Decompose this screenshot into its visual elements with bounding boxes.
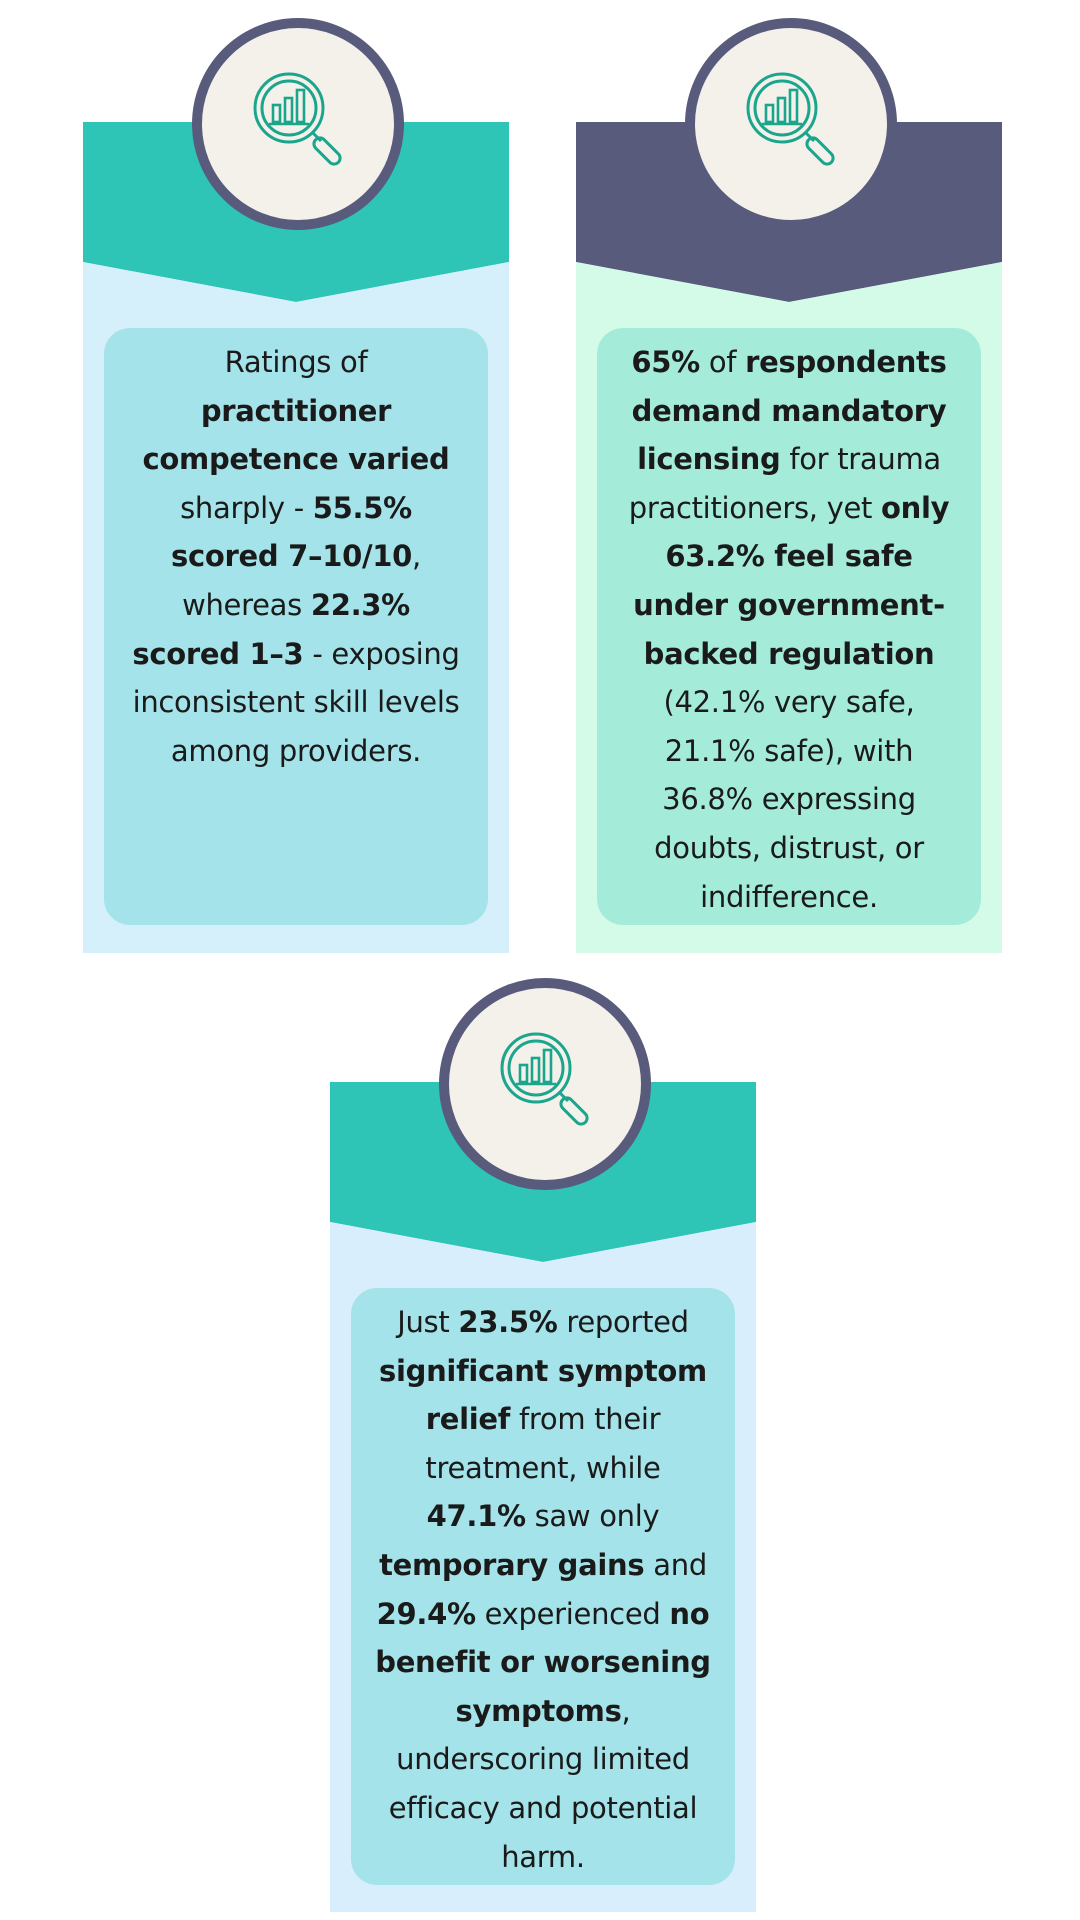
stat-highlight-text: 22.3% scored 1–3 (132, 587, 410, 671)
stat-body-text: for trauma practitioners, yet (628, 442, 941, 525)
magnifying-glass-bar-chart-icon (241, 62, 361, 182)
badge-circle (439, 978, 651, 1190)
stat-card-symptom-relief (330, 978, 756, 1912)
stat-body-text: saw only (525, 1499, 660, 1534)
stat-body-text: Ratings of (224, 345, 368, 379)
stat-highlight-text: 23.5% (458, 1305, 558, 1339)
stat-highlight-text: 55.5% scored 7–10/10 (171, 490, 413, 574)
badge-circle (192, 18, 404, 230)
stat-body-text: and (644, 1547, 707, 1582)
stat-highlight-text: 47.1% (426, 1499, 526, 1534)
magnifying-glass-bar-chart-icon (734, 62, 854, 182)
stat-highlight-text: respondents demand mandatory licensing (631, 345, 947, 477)
stat-body-text: sharply - (180, 490, 313, 525)
stat-highlight-text: no benefit or worsening symptoms (375, 1596, 711, 1728)
stat-body-text: of (699, 345, 746, 379)
badge-circle (685, 18, 897, 230)
stat-highlight-text: temporary gains (379, 1547, 645, 1582)
stat-highlight-text: significant symptom relief (379, 1353, 707, 1437)
stat-card-mandatory-licensing (576, 18, 1002, 953)
stat-text-panel (351, 1288, 735, 1885)
stat-body-text: experienced (475, 1596, 670, 1631)
stat-body-text: , whereas (182, 539, 421, 622)
stat-highlight-text: practitioner competence varied (142, 393, 450, 477)
stat-card-practitioner-competence (83, 18, 509, 953)
stat-highlight-text: only 63.2% feel safe under government-backed regulation (633, 490, 950, 671)
stat-body-text: (42.1% very safe, 21.1% safe), with 36.8% expressing doubts, distrust, or indifference. (654, 685, 924, 914)
stat-body-text: - exposing inconsistent skill levels among providers. (132, 636, 460, 768)
stat-body-text: from their treatment, while (425, 1402, 661, 1485)
stat-body-text: reported (557, 1305, 689, 1339)
stat-highlight-text: 65% (631, 345, 700, 379)
stat-text-panel (104, 328, 488, 925)
stat-text-panel (597, 328, 981, 925)
magnifying-glass-bar-chart-icon (488, 1022, 608, 1142)
stat-body-text: , underscoring limited efficacy and potential harm. (388, 1693, 698, 1874)
stat-body-text: Just (397, 1305, 459, 1339)
stat-highlight-text: 29.4% (376, 1596, 476, 1631)
